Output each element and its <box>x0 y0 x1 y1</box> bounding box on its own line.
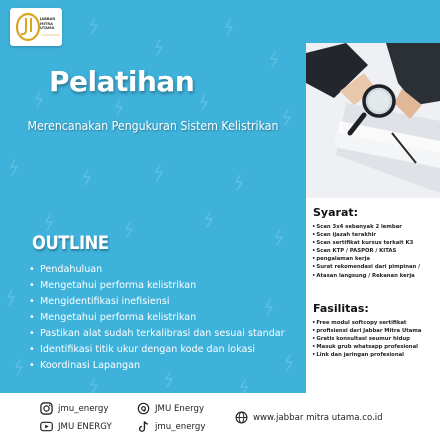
company-logo <box>10 8 62 46</box>
list-item: • Identifikasi titik ukur dengan kode dan lokasi <box>28 343 290 358</box>
list-item: •pengalaman kerja <box>312 256 370 263</box>
requirements-panel <box>306 198 440 393</box>
list-item: •Masuk grub whatsapp profesional <box>312 344 418 351</box>
fasilitas-list <box>312 319 438 359</box>
page-title: Pelatihan <box>49 65 195 98</box>
magnifier-photo <box>306 43 440 198</box>
list-item: •Scan sertifikat kursus terkait K3 <box>312 240 414 247</box>
list-item: • Mengidentifikasi inefisiensi <box>28 295 290 310</box>
footer-contacts <box>0 393 440 440</box>
list-item: •Scan 3x4 sebanyak 2 lembar <box>312 224 402 230</box>
list-item: •Surat rekomendasi dari pimpinan / <box>312 264 421 271</box>
list-item: • Mengetahui performa kelistrikan <box>28 279 290 294</box>
list-item: • Mengetahui performa kelistrikan <box>28 311 290 326</box>
list-item: •Scan ijazah terakhir <box>312 232 377 239</box>
website-link[interactable]: www.jabbar mitra utama.co.id <box>235 411 383 424</box>
page-subtitle: Merencanakan Pengukuran Sistem Kelistrikan <box>27 118 279 133</box>
syarat-heading: Syarat: <box>313 206 359 219</box>
threads-link[interactable]: JMU Energy <box>137 402 204 415</box>
tiktok-link[interactable]: jmu_energy <box>137 420 205 433</box>
youtube-link[interactable]: JMU ENERGY <box>40 420 112 433</box>
list-item: •Atasan langsung / Rekanan kerja <box>312 272 415 279</box>
outline-heading: OUTLINE <box>32 232 109 254</box>
list-item: •Scan KTP / PASPOR / KITAS <box>312 248 397 255</box>
threads-icon <box>137 402 150 415</box>
list-item: •Gratis konsultasi seumur hidup <box>312 336 410 343</box>
list-item: •profisiensi dari Jabbar Mitra Utama <box>312 328 422 335</box>
youtube-icon <box>40 420 53 433</box>
outline-list <box>28 263 290 375</box>
syarat-list <box>312 223 438 280</box>
instagram-link[interactable]: jmu_energy <box>40 402 108 415</box>
list-item: • Koordinasi Lapangan <box>28 359 290 374</box>
globe-icon <box>235 411 248 424</box>
logo-text: JABBAR MITRA UTAMA <box>40 17 56 31</box>
fasilitas-heading: Fasilitas: <box>313 302 369 315</box>
tiktok-icon <box>137 420 150 433</box>
instagram-icon <box>40 402 53 415</box>
list-item: •Free modul softcopy sertifikat <box>312 320 407 326</box>
list-item: • Pastikan alat sudah terkalibrasi dan sesuai standar <box>28 327 290 342</box>
list-item: • Pendahuluan <box>28 263 290 278</box>
list-item: •Link dan jaringan profesional <box>312 352 404 359</box>
